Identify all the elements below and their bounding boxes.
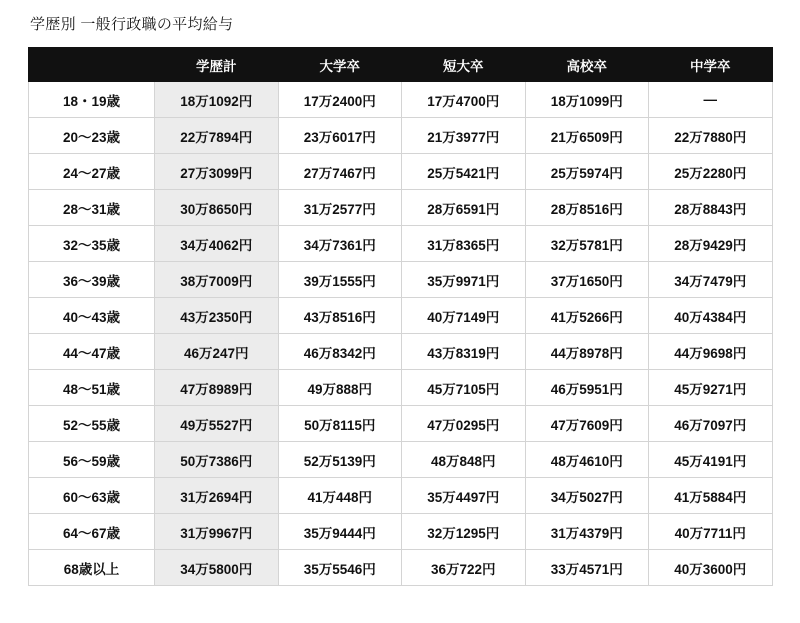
table-cell: 31万2577円 <box>278 190 402 226</box>
table-cell: 39万1555円 <box>278 262 402 298</box>
table-cell: 49万888円 <box>278 370 402 406</box>
table-cell: 27万7467円 <box>278 154 402 190</box>
table-cell: 41万448円 <box>278 478 402 514</box>
row-header-age: 56〜59歳 <box>29 442 155 478</box>
table-cell: 25万5421円 <box>402 154 526 190</box>
table-cell: 46万8342円 <box>278 334 402 370</box>
table-cell: 25万2280円 <box>649 154 773 190</box>
table-cell: 35万4497円 <box>402 478 526 514</box>
column-header: 高校卒 <box>525 48 649 82</box>
table-cell: 46万5951円 <box>525 370 649 406</box>
table-body <box>29 82 773 586</box>
table-row <box>29 442 773 478</box>
row-header-age: 68歳以上 <box>29 550 155 586</box>
table-cell: 47万8989円 <box>155 370 279 406</box>
table-header <box>29 48 773 82</box>
table-cell: 47万7609円 <box>525 406 649 442</box>
table-cell: 28万8843円 <box>649 190 773 226</box>
column-header: 短大卒 <box>402 48 526 82</box>
table-row <box>29 226 773 262</box>
table-cell: 46万7097円 <box>649 406 773 442</box>
table-cell: 21万3977円 <box>402 118 526 154</box>
table-cell: 28万8516円 <box>525 190 649 226</box>
table-cell: 28万9429円 <box>649 226 773 262</box>
table-cell: 49万5527円 <box>155 406 279 442</box>
table-cell: 43万2350円 <box>155 298 279 334</box>
table-cell: 45万9271円 <box>649 370 773 406</box>
table-cell: 35万9971円 <box>402 262 526 298</box>
table-row <box>29 334 773 370</box>
row-header-age: 40〜43歳 <box>29 298 155 334</box>
table-corner-cell <box>29 48 155 82</box>
table-cell: 31万9967円 <box>155 514 279 550</box>
column-header: 中学卒 <box>649 48 773 82</box>
table-cell: 44万8978円 <box>525 334 649 370</box>
table-row <box>29 154 773 190</box>
table-cell: 18万1092円 <box>155 82 279 118</box>
table-cell: 34万5800円 <box>155 550 279 586</box>
table-cell: 33万4571円 <box>525 550 649 586</box>
table-cell: 35万9444円 <box>278 514 402 550</box>
row-header-age: 36〜39歳 <box>29 262 155 298</box>
table-cell: 37万1650円 <box>525 262 649 298</box>
table-cell: 32万1295円 <box>402 514 526 550</box>
table-row <box>29 514 773 550</box>
table-cell: 38万7009円 <box>155 262 279 298</box>
column-header: 学歴計 <box>155 48 279 82</box>
table-cell: 28万6591円 <box>402 190 526 226</box>
table-cell: 22万7880円 <box>649 118 773 154</box>
table-cell: 40万7711円 <box>649 514 773 550</box>
table-cell: 22万7894円 <box>155 118 279 154</box>
table-cell: 31万4379円 <box>525 514 649 550</box>
table-cell: 48万848円 <box>402 442 526 478</box>
row-header-age: 24〜27歳 <box>29 154 155 190</box>
table-cell: 23万6017円 <box>278 118 402 154</box>
table-cell: 35万5546円 <box>278 550 402 586</box>
table-cell: 40万7149円 <box>402 298 526 334</box>
table-row <box>29 406 773 442</box>
table-cell: — <box>649 82 773 118</box>
table-row <box>29 82 773 118</box>
table-cell: 41万5266円 <box>525 298 649 334</box>
row-header-age: 64〜67歳 <box>29 514 155 550</box>
row-header-age: 52〜55歳 <box>29 406 155 442</box>
table-cell: 34万4062円 <box>155 226 279 262</box>
table-cell: 48万4610円 <box>525 442 649 478</box>
table-cell: 44万9698円 <box>649 334 773 370</box>
table-cell: 17万2400円 <box>278 82 402 118</box>
table-cell: 31万8365円 <box>402 226 526 262</box>
table-cell: 40万4384円 <box>649 298 773 334</box>
table-cell: 34万7361円 <box>278 226 402 262</box>
table-row <box>29 370 773 406</box>
table-row <box>29 118 773 154</box>
row-header-age: 32〜35歳 <box>29 226 155 262</box>
row-header-age: 28〜31歳 <box>29 190 155 226</box>
table-cell: 31万2694円 <box>155 478 279 514</box>
row-header-age: 18・19歳 <box>29 82 155 118</box>
row-header-age: 48〜51歳 <box>29 370 155 406</box>
table-row <box>29 298 773 334</box>
table-cell: 34万7479円 <box>649 262 773 298</box>
table-cell: 45万4191円 <box>649 442 773 478</box>
table-cell: 43万8516円 <box>278 298 402 334</box>
table-cell: 43万8319円 <box>402 334 526 370</box>
table-cell: 41万5884円 <box>649 478 773 514</box>
table-cell: 17万4700円 <box>402 82 526 118</box>
table-cell: 18万1099円 <box>525 82 649 118</box>
row-header-age: 60〜63歳 <box>29 478 155 514</box>
table-cell: 30万8650円 <box>155 190 279 226</box>
table-row <box>29 550 773 586</box>
table-cell: 27万3099円 <box>155 154 279 190</box>
table-cell: 46万247円 <box>155 334 279 370</box>
table-cell: 47万0295円 <box>402 406 526 442</box>
table-cell: 25万5974円 <box>525 154 649 190</box>
salary-table <box>28 47 773 586</box>
header-row <box>29 48 773 82</box>
table-row <box>29 478 773 514</box>
column-header: 大学卒 <box>278 48 402 82</box>
table-cell: 45万7105円 <box>402 370 526 406</box>
row-header-age: 20〜23歳 <box>29 118 155 154</box>
table-cell: 50万7386円 <box>155 442 279 478</box>
table-cell: 34万5027円 <box>525 478 649 514</box>
table-cell: 36万722円 <box>402 550 526 586</box>
table-row <box>29 190 773 226</box>
table-row <box>29 262 773 298</box>
table-cell: 40万3600円 <box>649 550 773 586</box>
table-cell: 21万6509円 <box>525 118 649 154</box>
table-cell: 52万5139円 <box>278 442 402 478</box>
row-header-age: 44〜47歳 <box>29 334 155 370</box>
table-cell: 32万5781円 <box>525 226 649 262</box>
page-title: 学歴別 一般行政職の平均給与 <box>30 16 234 33</box>
table-cell: 50万8115円 <box>278 406 402 442</box>
